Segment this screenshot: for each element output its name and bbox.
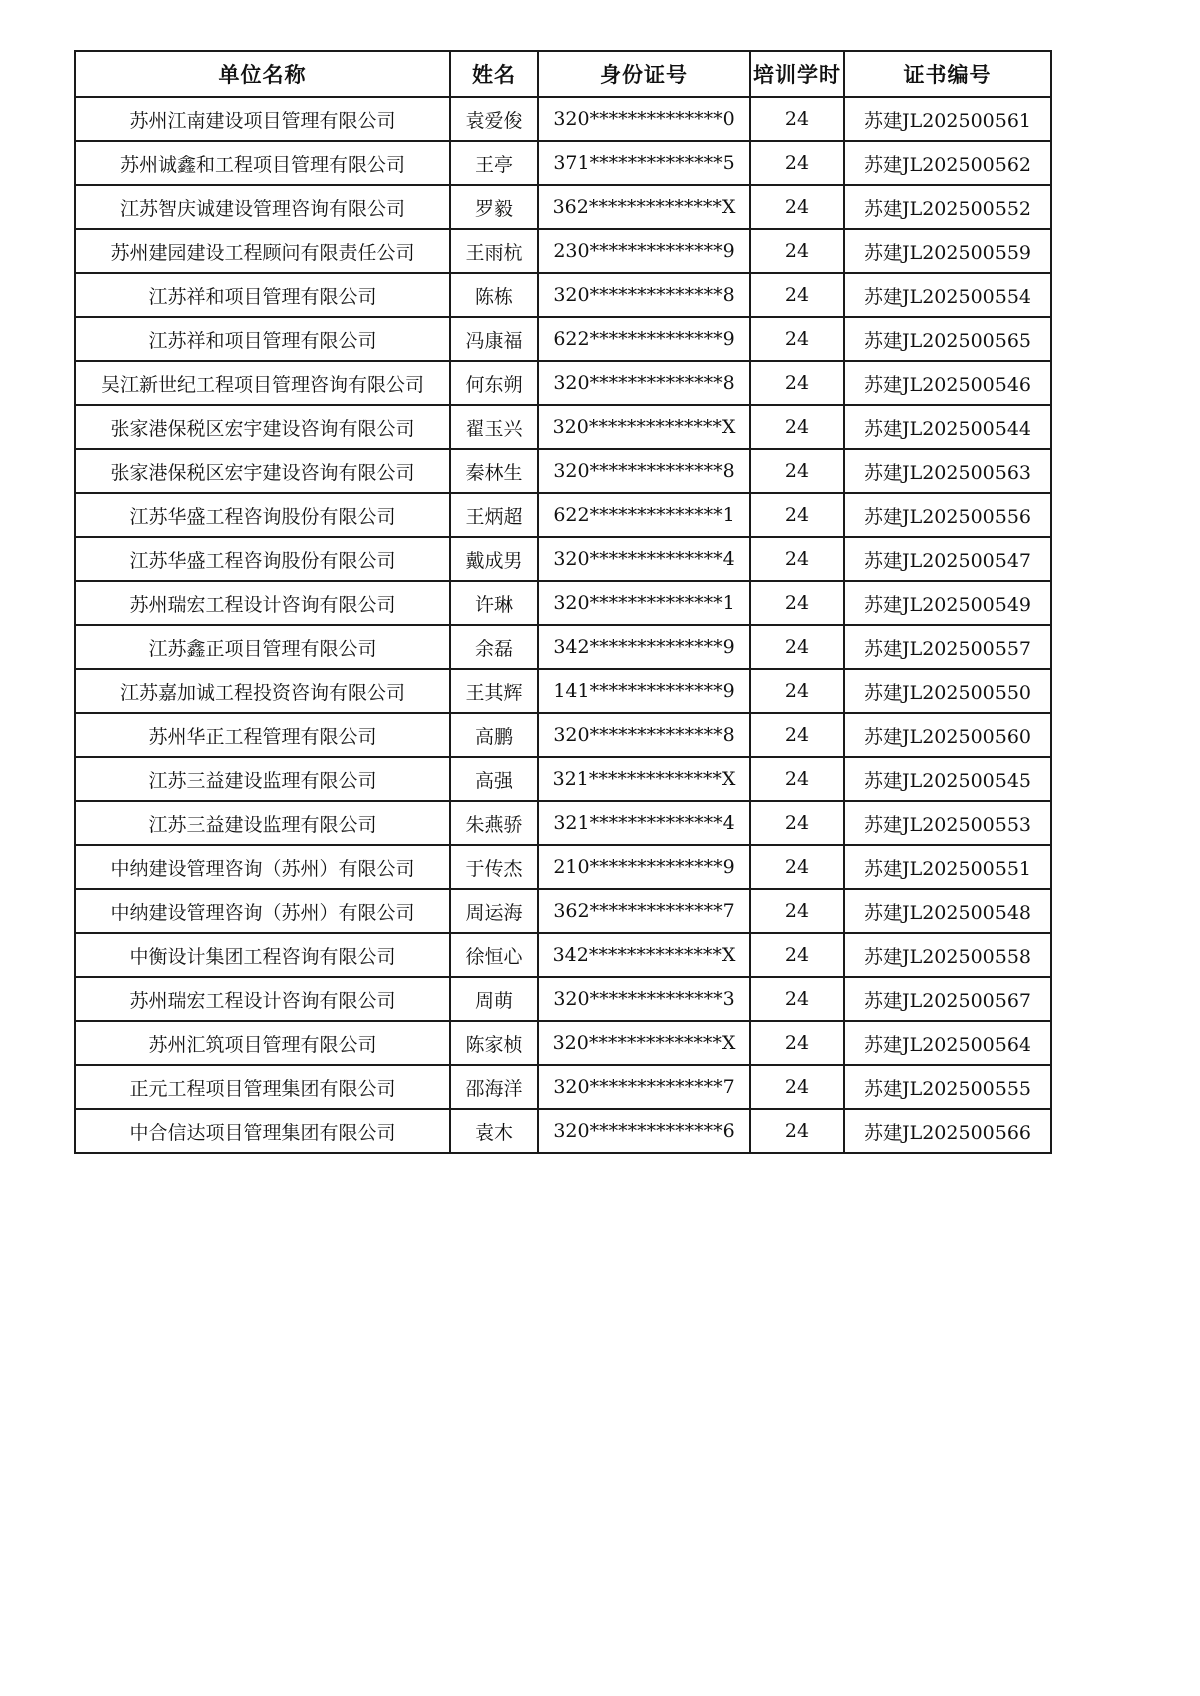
name-cell: 邵海洋 [450,1065,538,1109]
id-number-cell: 320**************4 [538,537,750,581]
certificate-number-cell: 苏建JL202500552 [844,185,1051,229]
table-row [75,537,1051,581]
id-number-cell: 320**************0 [538,97,750,141]
id-number-cell: 210**************9 [538,845,750,889]
certificate-number-cell: 苏建JL202500554 [844,273,1051,317]
name-cell: 余磊 [450,625,538,669]
training-hours-cell: 24 [750,537,844,581]
id-number-cell: 320**************8 [538,273,750,317]
company-cell: 正元工程项目管理集团有限公司 [75,1065,450,1109]
training-hours-cell: 24 [750,889,844,933]
training-hours-cell: 24 [750,141,844,185]
name-cell: 罗毅 [450,185,538,229]
header-name: 姓名 [450,51,538,97]
id-number-cell: 320**************6 [538,1109,750,1153]
certificate-number-cell: 苏建JL202500563 [844,449,1051,493]
certificate-number-cell: 苏建JL202500567 [844,977,1051,1021]
training-hours-cell: 24 [750,845,844,889]
table-row [75,581,1051,625]
training-hours-cell: 24 [750,625,844,669]
company-cell: 中纳建设管理咨询（苏州）有限公司 [75,889,450,933]
certificate-number-cell: 苏建JL202500558 [844,933,1051,977]
certificate-number-cell: 苏建JL202500549 [844,581,1051,625]
table-body [75,97,1051,1153]
training-hours-cell: 24 [750,361,844,405]
name-cell: 王炳超 [450,493,538,537]
header-company: 单位名称 [75,51,450,97]
id-number-cell: 141**************9 [538,669,750,713]
company-cell: 江苏祥和项目管理有限公司 [75,317,450,361]
company-cell: 江苏智庆诚建设管理咨询有限公司 [75,185,450,229]
id-number-cell: 320**************X [538,405,750,449]
training-hours-cell: 24 [750,1021,844,1065]
training-hours-cell: 24 [750,229,844,273]
company-cell: 张家港保税区宏宇建设咨询有限公司 [75,449,450,493]
name-cell: 陈家桢 [450,1021,538,1065]
table-row [75,405,1051,449]
training-hours-cell: 24 [750,317,844,361]
company-cell: 江苏三益建设监理有限公司 [75,757,450,801]
table-header-row [75,51,1051,97]
certificate-number-cell: 苏建JL202500561 [844,97,1051,141]
name-cell: 袁木 [450,1109,538,1153]
company-cell: 江苏嘉加诚工程投资咨询有限公司 [75,669,450,713]
table-row [75,449,1051,493]
company-cell: 中纳建设管理咨询（苏州）有限公司 [75,845,450,889]
name-cell: 高鹏 [450,713,538,757]
certificate-number-cell: 苏建JL202500555 [844,1065,1051,1109]
company-cell: 中衡设计集团工程咨询有限公司 [75,933,450,977]
certificate-number-cell: 苏建JL202500560 [844,713,1051,757]
id-number-cell: 320**************7 [538,1065,750,1109]
training-hours-cell: 24 [750,1065,844,1109]
company-cell: 苏州诚鑫和工程项目管理有限公司 [75,141,450,185]
certificate-number-cell: 苏建JL202500562 [844,141,1051,185]
table-row [75,757,1051,801]
id-number-cell: 320**************8 [538,361,750,405]
document-page [74,50,1052,1154]
training-hours-cell: 24 [750,97,844,141]
training-roster-table [74,50,1052,1154]
name-cell: 于传杰 [450,845,538,889]
company-cell: 中合信达项目管理集团有限公司 [75,1109,450,1153]
table-row [75,185,1051,229]
company-cell: 江苏鑫正项目管理有限公司 [75,625,450,669]
training-hours-cell: 24 [750,757,844,801]
table-row [75,625,1051,669]
id-number-cell: 342**************X [538,933,750,977]
name-cell: 冯康福 [450,317,538,361]
company-cell: 苏州汇筑项目管理有限公司 [75,1021,450,1065]
certificate-number-cell: 苏建JL202500565 [844,317,1051,361]
id-number-cell: 230**************9 [538,229,750,273]
name-cell: 陈栋 [450,273,538,317]
table-row [75,97,1051,141]
name-cell: 王其辉 [450,669,538,713]
table-row [75,889,1051,933]
certificate-number-cell: 苏建JL202500556 [844,493,1051,537]
certificate-number-cell: 苏建JL202500546 [844,361,1051,405]
id-number-cell: 320**************1 [538,581,750,625]
company-cell: 苏州华正工程管理有限公司 [75,713,450,757]
name-cell: 朱燕骄 [450,801,538,845]
header-id-number: 身份证号 [538,51,750,97]
company-cell: 江苏华盛工程咨询股份有限公司 [75,537,450,581]
table-row [75,933,1051,977]
training-hours-cell: 24 [750,977,844,1021]
certificate-number-cell: 苏建JL202500547 [844,537,1051,581]
table-row [75,273,1051,317]
company-cell: 江苏华盛工程咨询股份有限公司 [75,493,450,537]
name-cell: 许琳 [450,581,538,625]
name-cell: 戴成男 [450,537,538,581]
header-training-hours: 培训学时 [750,51,844,97]
company-cell: 苏州建园建设工程顾问有限责任公司 [75,229,450,273]
table-row [75,977,1051,1021]
company-cell: 江苏三益建设监理有限公司 [75,801,450,845]
table-row [75,141,1051,185]
id-number-cell: 320**************8 [538,449,750,493]
company-cell: 苏州江南建设项目管理有限公司 [75,97,450,141]
table-row [75,361,1051,405]
id-number-cell: 320**************X [538,1021,750,1065]
training-hours-cell: 24 [750,669,844,713]
training-hours-cell: 24 [750,273,844,317]
name-cell: 王雨杭 [450,229,538,273]
certificate-number-cell: 苏建JL202500557 [844,625,1051,669]
id-number-cell: 320**************8 [538,713,750,757]
id-number-cell: 321**************X [538,757,750,801]
certificate-number-cell: 苏建JL202500544 [844,405,1051,449]
table-row [75,1109,1051,1153]
name-cell: 何东朔 [450,361,538,405]
name-cell: 王亭 [450,141,538,185]
table-row [75,317,1051,361]
header-certificate-number: 证书编号 [844,51,1051,97]
company-cell: 张家港保税区宏宇建设咨询有限公司 [75,405,450,449]
certificate-number-cell: 苏建JL202500566 [844,1109,1051,1153]
table-row [75,493,1051,537]
company-cell: 苏州瑞宏工程设计咨询有限公司 [75,581,450,625]
company-cell: 吴江新世纪工程项目管理咨询有限公司 [75,361,450,405]
table-row [75,229,1051,273]
id-number-cell: 622**************9 [538,317,750,361]
table-row [75,669,1051,713]
training-hours-cell: 24 [750,449,844,493]
training-hours-cell: 24 [750,185,844,229]
certificate-number-cell: 苏建JL202500564 [844,1021,1051,1065]
name-cell: 周运海 [450,889,538,933]
table-row [75,1065,1051,1109]
company-cell: 江苏祥和项目管理有限公司 [75,273,450,317]
certificate-number-cell: 苏建JL202500545 [844,757,1051,801]
company-cell: 苏州瑞宏工程设计咨询有限公司 [75,977,450,1021]
certificate-number-cell: 苏建JL202500548 [844,889,1051,933]
training-hours-cell: 24 [750,933,844,977]
name-cell: 翟玉兴 [450,405,538,449]
id-number-cell: 362**************X [538,185,750,229]
training-hours-cell: 24 [750,1109,844,1153]
id-number-cell: 321**************4 [538,801,750,845]
id-number-cell: 622**************1 [538,493,750,537]
table-row [75,1021,1051,1065]
name-cell: 袁爱俊 [450,97,538,141]
name-cell: 秦林生 [450,449,538,493]
id-number-cell: 362**************7 [538,889,750,933]
training-hours-cell: 24 [750,713,844,757]
certificate-number-cell: 苏建JL202500553 [844,801,1051,845]
table-row [75,845,1051,889]
id-number-cell: 342**************9 [538,625,750,669]
training-hours-cell: 24 [750,801,844,845]
id-number-cell: 320**************3 [538,977,750,1021]
training-hours-cell: 24 [750,581,844,625]
training-hours-cell: 24 [750,405,844,449]
table-row [75,801,1051,845]
name-cell: 高强 [450,757,538,801]
name-cell: 周萌 [450,977,538,1021]
training-hours-cell: 24 [750,493,844,537]
name-cell: 徐恒心 [450,933,538,977]
certificate-number-cell: 苏建JL202500551 [844,845,1051,889]
certificate-number-cell: 苏建JL202500559 [844,229,1051,273]
id-number-cell: 371**************5 [538,141,750,185]
table-row [75,713,1051,757]
certificate-number-cell: 苏建JL202500550 [844,669,1051,713]
